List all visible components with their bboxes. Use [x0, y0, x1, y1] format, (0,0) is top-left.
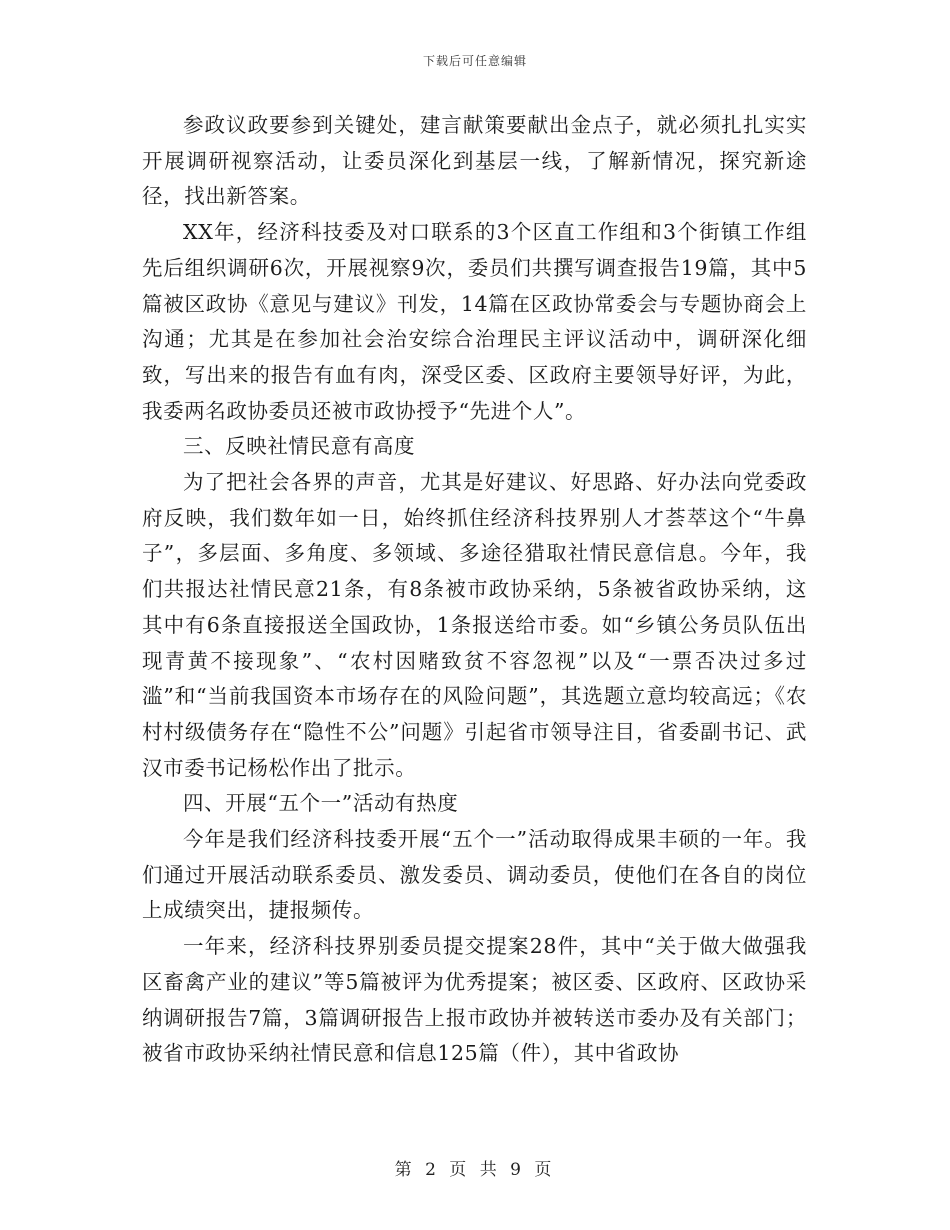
- paragraph-yearly-results: 一年来，经济科技界别委员提交提案28件，其中“关于做大做强我区畜禽产业的建议”等5篇被评为优秀提案；被区委、区政府、区政协采纳调研报告7篇，3篇调研报告上报市政协并被转送市委办及有关部门；被省市政协采纳社情民意和信息125篇（件），其中省政协: [142, 934, 807, 1066]
- paragraph-annual-summary: XX年，经济科技委及对口联系的3个区直工作组和3个街镇工作组先后组织调研6次，开展视察9次，委员们共撰写调查报告19篇，其中5篇被区政协《意见与建议》刊发，14篇在区政协常委会与专题协商会上沟通；尤其是在参加社会治安综合治理民主评议活动中，调研深化细致，写出来的报告有血有肉，深受区委、区政府主要领导好评，为此，我委两名政协委员还被市政协授予“先进个人”。: [142, 220, 807, 423]
- paragraph-research: 参政议政要参到关键处，建言献策要献出金点子，就必须扎扎实实开展调研视察活动，让委员深化到基层一线，了解新情况，探究新途径，找出新答案。: [142, 113, 807, 209]
- paragraph-public-opinion: 为了把社会各界的声音，尤其是好建议、好思路、好办法向党委政府反映，我们数年如一日，始终抓住经济科技界别人才荟萃这个“牛鼻子”，多层面、多角度、多领域、多途径猎取社情民意信息。今年，我们共报达社情民意21条，有8条被市政协采纳，5条被省政协采纳，这其中有6条直接报送全国政协，1条报送给市委。如“乡镇公务员队伍出现青黄不接现象”、“农村因赌致贫不容忽视”以及“一票否决过多过滥”和“当前我国资本市场存在的风险问题”，其选题立意均较高远；《农村村级债务存在“隐性不公”问题》引起省市领导注目，省委副书记、武汉市委书记杨松作出了批示。: [142, 470, 807, 780]
- page-header: 下载后可任意编辑: [422, 54, 527, 68]
- document-body: [142, 108, 807, 1072]
- paragraph-five-one-activity: 今年是我们经济科技委开展“五个一”活动取得成果丰硕的一年。我们通过开展活动联系委员、激发委员、调动委员，使他们在各自的岗位上成绩突出，捷报频传。: [142, 827, 807, 923]
- section-heading-3: 三、反映社情民意有高度: [183, 434, 416, 459]
- section-heading-4: 四、开展“五个一”活动有热度: [183, 791, 459, 816]
- page-number: 第 2 页 共 9 页: [394, 1160, 556, 1180]
